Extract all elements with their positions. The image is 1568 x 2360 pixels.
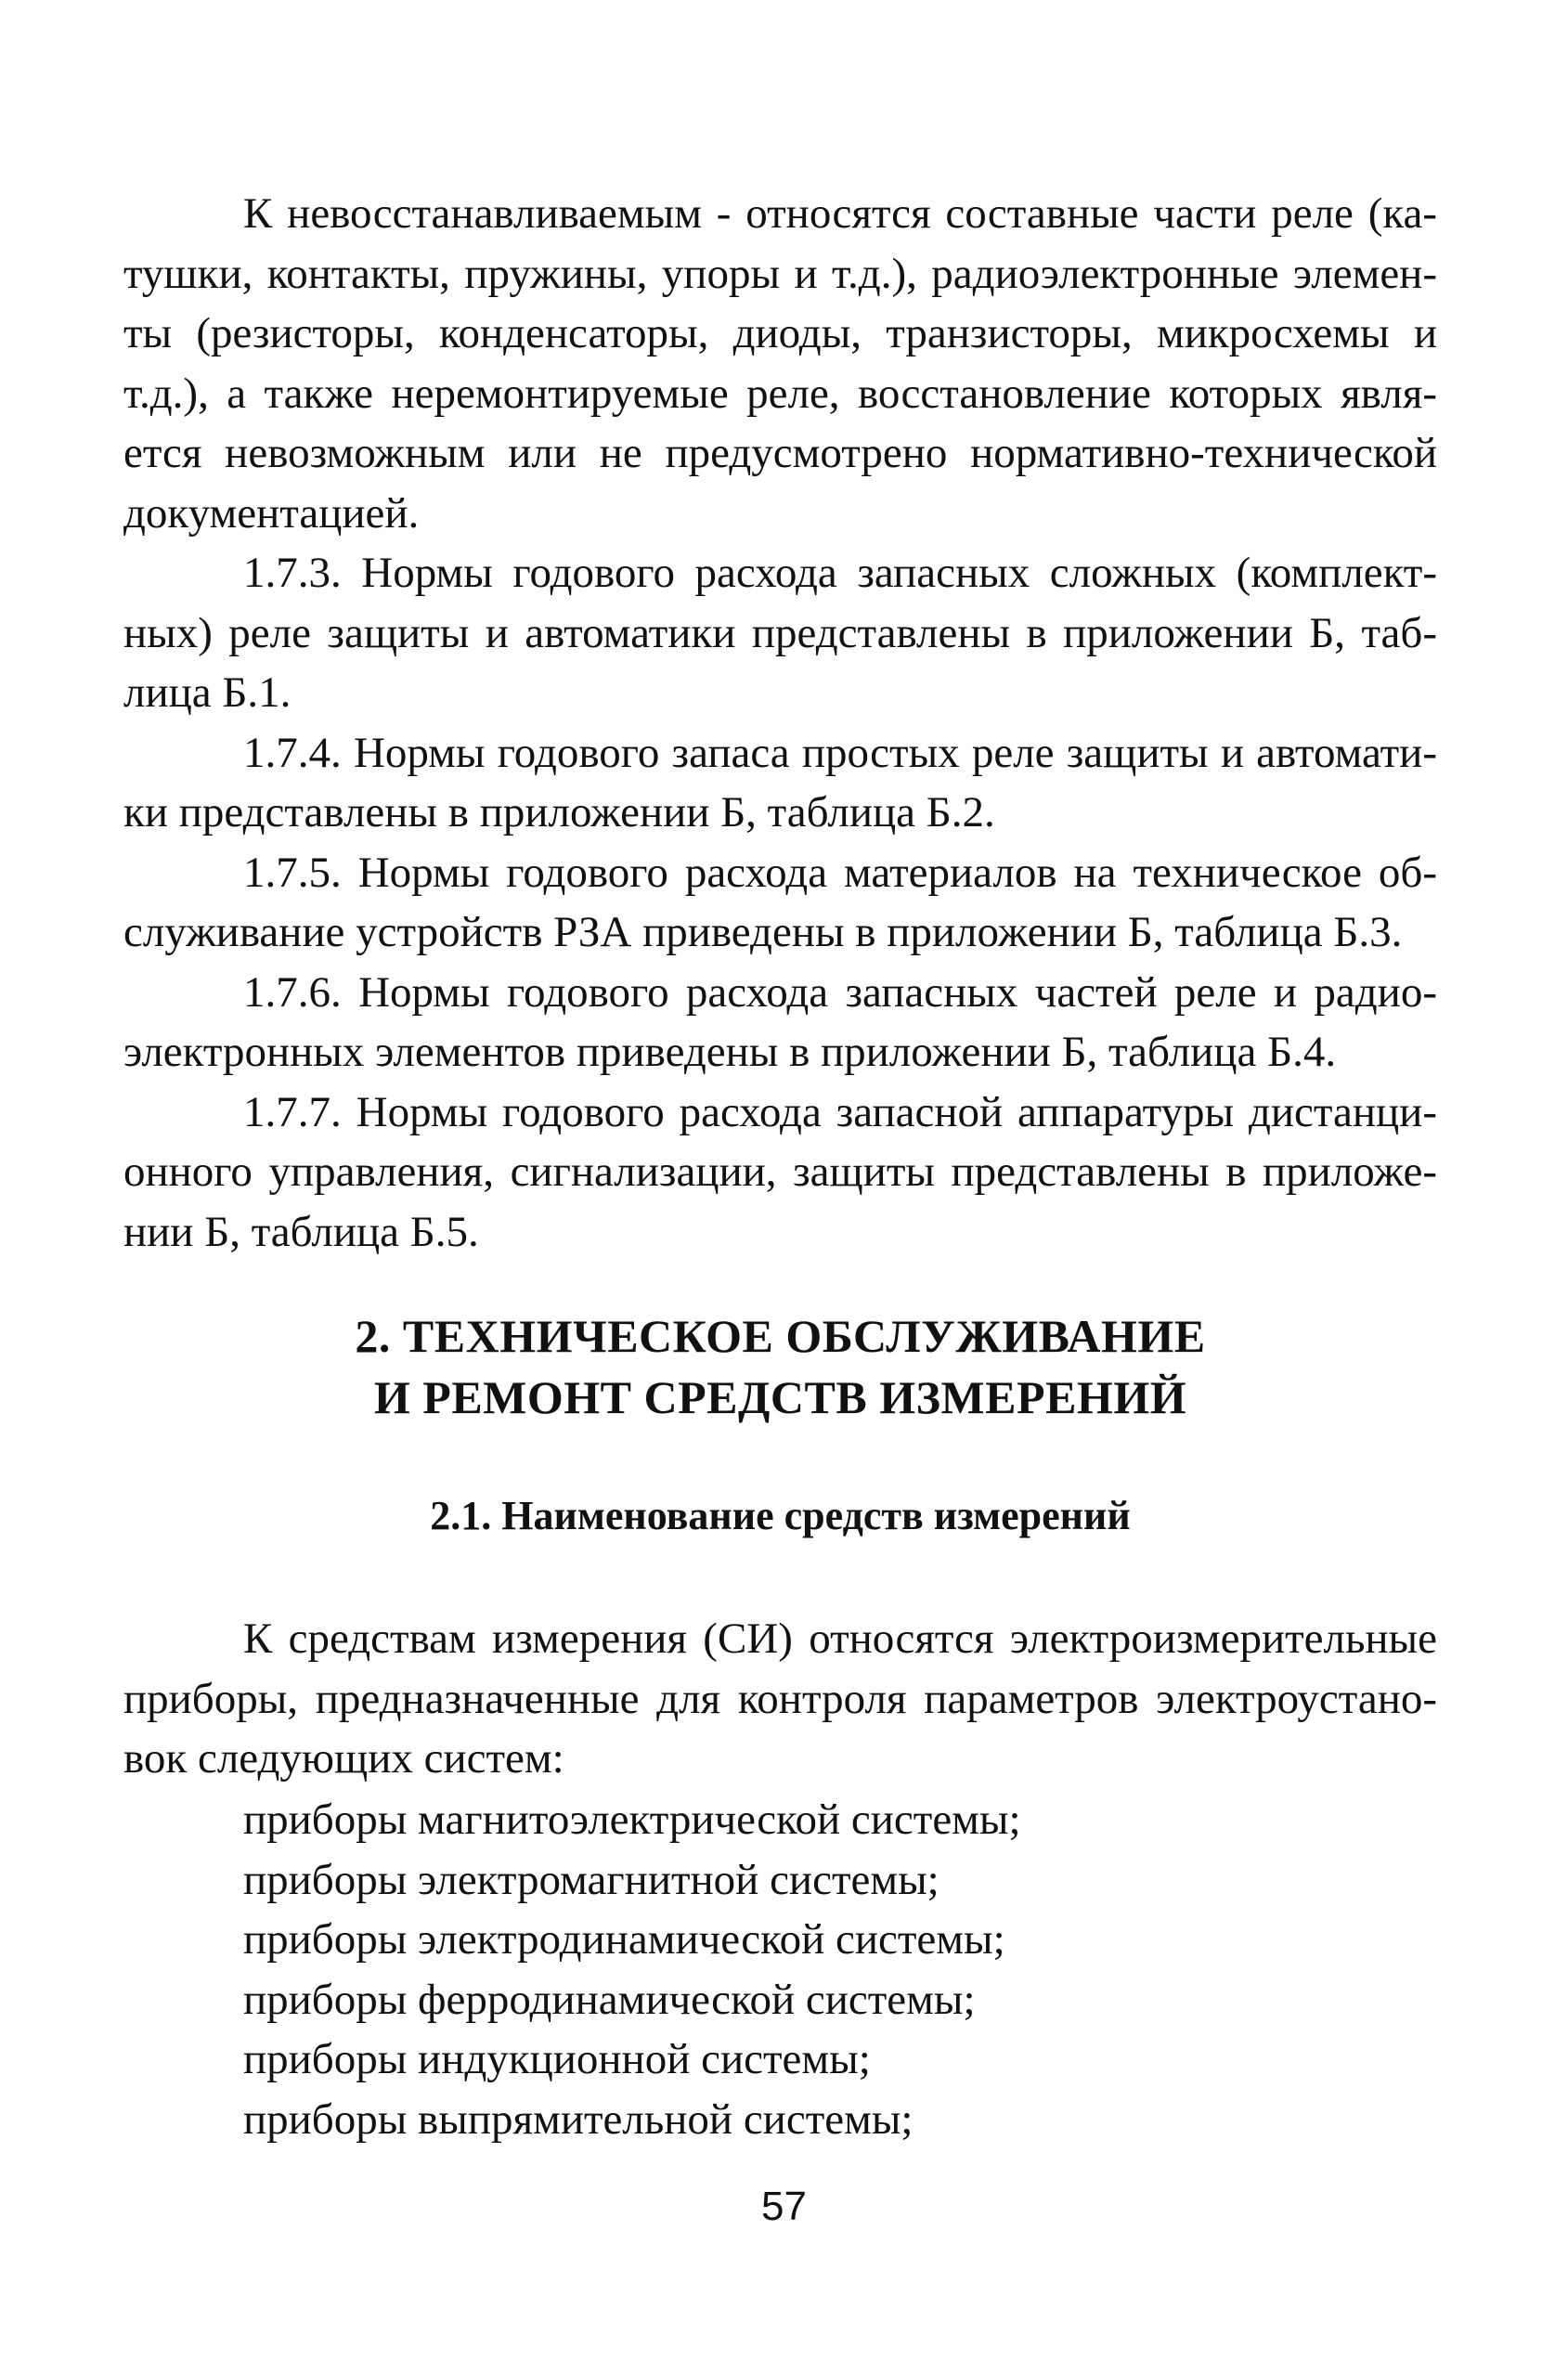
section-heading-line-2: И РЕМОНТ СРЕДСТВ ИЗМЕРЕНИЙ [373, 1371, 1187, 1423]
section-heading [123, 1305, 1437, 1428]
list-item: приборы электродинамической системы; [243, 1915, 1005, 1964]
paragraph-1-7-5: 1.7.5. Нормы годового расхода материалов на техническое обслуживание устройств РЗА приведены в приложении Б, таблица Б.3. [123, 848, 1437, 956]
list-item: приборы электромагнитной системы; [243, 1855, 940, 1904]
paragraph-1-7-7: 1.7.7. Нормы годового расхода запасной аппаратуры дистанционного управления, сигнализации, защиты представлены в приложении Б, таблица Б.5. [123, 1087, 1437, 1256]
section-heading-line-1: 2. ТЕХНИЧЕСКОЕ ОБСЛУЖИВАНИЕ [355, 1310, 1206, 1362]
page-number: 57 [761, 2184, 807, 2229]
list-item: приборы выпрямительной системы; [243, 2094, 914, 2144]
list-item: приборы магнитоэлектрической системы; [243, 1796, 1021, 1844]
paragraph-non-restorable-parts: К невосстанавливаемым - относятся составные части реле (катушки, контакты, пружины, упоры и т.д.), радиоэлектронные элементы (резисторы, конденсаторы, диоды, транзисторы, микросхемы и т.д.), а также неремонтируемые реле, восстановление которых является невозможным или не предусмотрено нормативно-технической документацией. [123, 189, 1437, 538]
list-item: приборы индукционной системы; [243, 2035, 871, 2083]
subsection-heading: 2.1. Наименование средств измерений [430, 1493, 1131, 1538]
intro-paragraph: К средствам измерения (СИ) относятся электроизмерительные приборы, предназначенные для контроля параметров электроустановок следующих систем: [123, 1614, 1437, 1783]
list-item: приборы ферродинамической системы; [243, 1975, 976, 2024]
paragraph-1-7-6: 1.7.6. Нормы годового расхода запасных частей реле и радиоэлектронных элементов приведены в приложении Б, таблица Б.4. [123, 967, 1437, 1076]
paragraph-1-7-3: 1.7.3. Нормы годового расхода запасных сложных (комплектных) реле защиты и автоматики представлены в приложении Б, таблица Б.1. [123, 549, 1437, 717]
instrument-systems-list [243, 1790, 1432, 2149]
paragraph-1-7-4: 1.7.4. Нормы годового запаса простых реле защиты и автоматики представлены в приложении Б, таблица Б.2. [123, 728, 1437, 836]
body-text-block [123, 184, 1437, 1262]
